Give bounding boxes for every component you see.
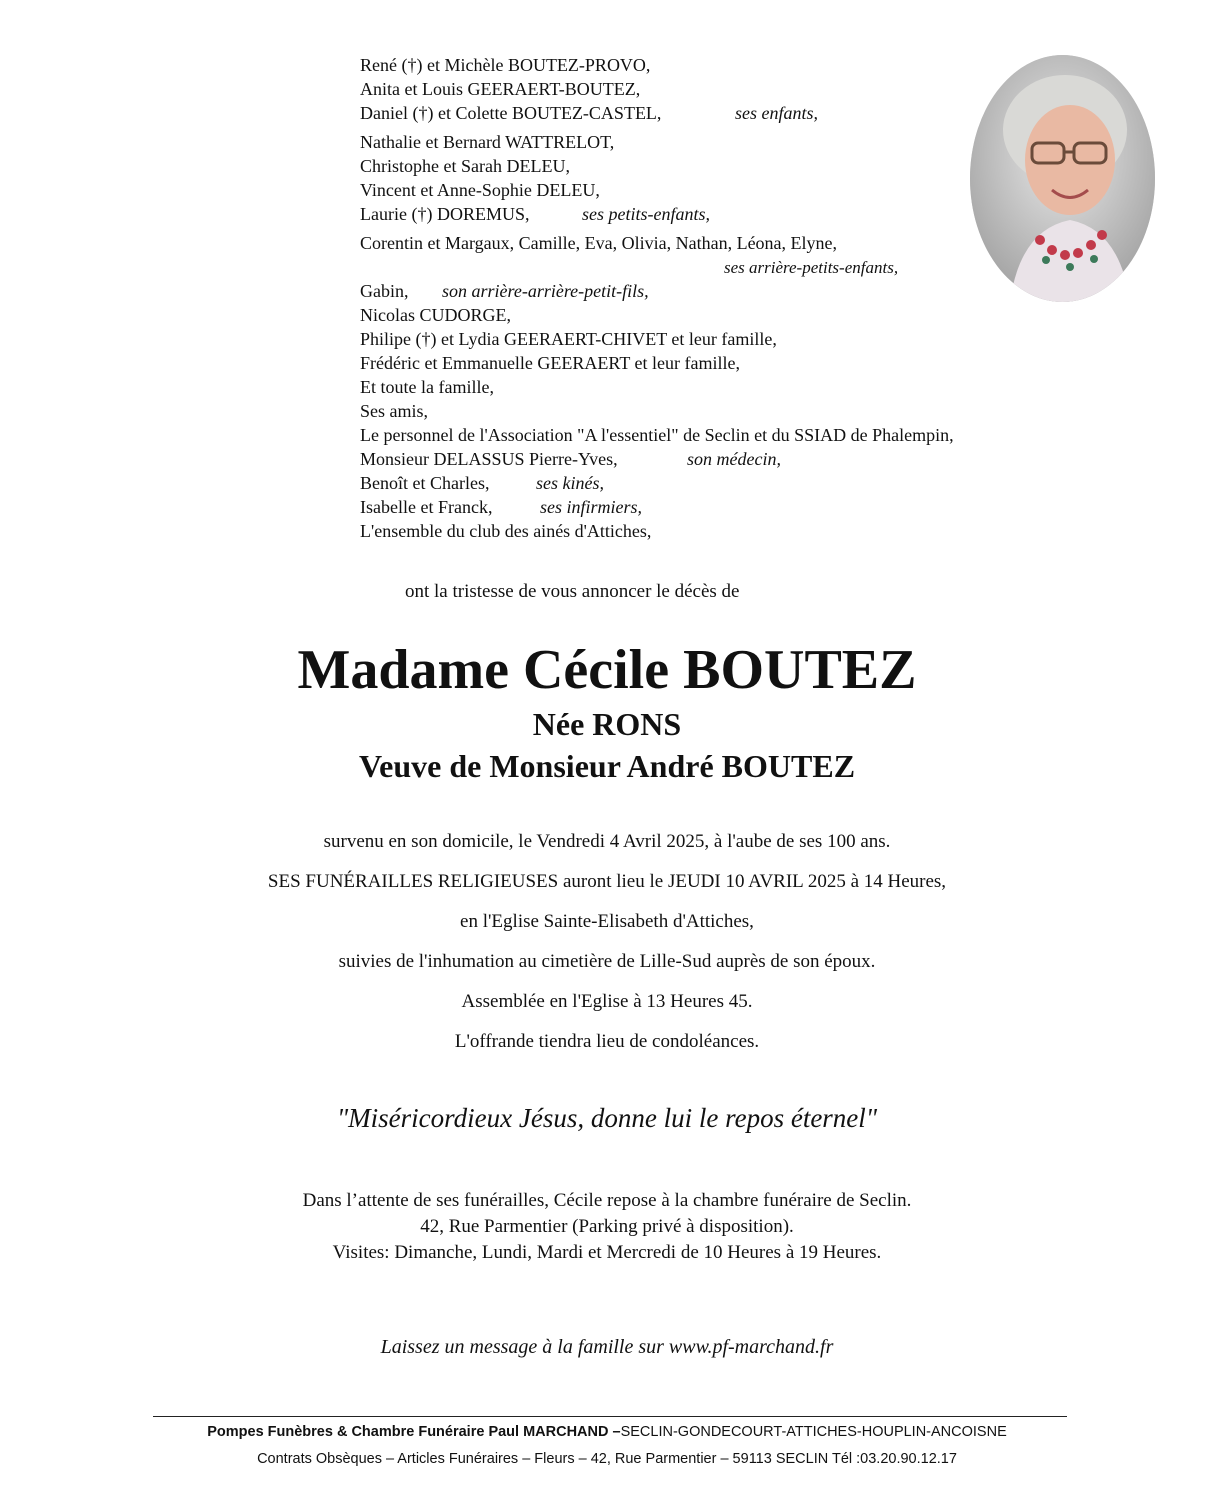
family-role: ses petits-enfants,	[582, 204, 710, 224]
detail-line: L'offrande tiendra lieu de condoléances.	[454, 1031, 760, 1052]
family-role: son médecin,	[687, 449, 781, 469]
family-line: Monsieur DELASSUS Pierre-Yves, son médecin,	[360, 449, 781, 469]
family-role: ses enfants,	[735, 103, 818, 123]
widow-of: Veuve de Monsieur André BOUTEZ	[358, 748, 856, 784]
family-line: Isabelle et Franck, ses infirmiers,	[360, 497, 643, 517]
deceased-name: Madame Cécile BOUTEZ	[297, 639, 917, 701]
family-role: ses infirmiers,	[540, 497, 643, 517]
footer-towns: SECLIN-GONDECOURT-ATTICHES-HOUPLIN-ANCOISNE	[620, 1424, 1007, 1440]
family-line: Philipe (†) et Lydia GEERAERT-CHIVET et leur famille,	[360, 329, 777, 349]
family-role: ses kinés,	[536, 473, 604, 493]
family-line: Gabin, son arrière-arrière-petit-fils,	[360, 281, 649, 301]
detail-line: SES FUNÉRAILLES RELIGIEUSES auront lieu le JEUDI 10 AVRIL 2025 à 14 Heures,	[267, 871, 947, 892]
maiden-name: Née RONS	[532, 706, 682, 742]
announcement-text: ont la tristesse de vous annoncer le décès de	[405, 581, 740, 602]
footer-company-line	[0, 1424, 1214, 1440]
detail-line: suivies de l'inhumation au cimetière de Lille-Sud auprès de son époux.	[338, 951, 876, 972]
footer-divider	[153, 1416, 1067, 1417]
family-line: René (†) et Michèle BOUTEZ-PROVO,	[360, 55, 651, 75]
portrait-illustration	[970, 55, 1155, 302]
detail-line: survenu en son domicile, le Vendredi 4 Avril 2025, à l'aube de ses 100 ans.	[323, 831, 891, 852]
visit-line: Dans l’attente de ses funérailles, Cécile repose à la chambre funéraire de Seclin.	[302, 1190, 912, 1211]
family-line: Laurie (†) DOREMUS, ses petits-enfants,	[360, 204, 710, 224]
family-line: Et toute la famille,	[360, 377, 494, 397]
family-role: son arrière-arrière-petit-fils,	[442, 281, 649, 301]
prayer-quote: "Miséricordieux Jésus, donne lui le repos éternel"	[336, 1103, 878, 1133]
family-role: ses arrière-petits-enfants,	[724, 258, 899, 277]
footer-company: Pompes Funèbres & Chambre Funéraire Paul MARCHAND –	[207, 1424, 621, 1440]
family-line: L'ensemble du club des ainés d'Attiches,	[360, 521, 652, 541]
family-line: Frédéric et Emmanuelle GEERAERT et leur famille,	[360, 353, 740, 373]
portrait-photo	[970, 55, 1155, 302]
website-message: Laissez un message à la famille sur www.pf-marchand.fr	[380, 1336, 834, 1358]
family-line: Le personnel de l'Association "A l'essentiel" de Seclin et du SSIAD de Phalempin,	[360, 425, 954, 445]
family-line: Corentin et Margaux, Camille, Eva, Olivia, Nathan, Léona, Elyne,	[360, 233, 838, 253]
family-line: Daniel (†) et Colette BOUTEZ-CASTEL, ses enfants,	[360, 103, 818, 123]
family-line: Christophe et Sarah DELEU,	[360, 156, 570, 176]
family-line: Anita et Louis GEERAERT-BOUTEZ,	[360, 79, 641, 99]
footer-services: Contrats Obsèques – Articles Funéraires – Fleurs – 42, Rue Parmentier – 59113 SECLIN Tél :03.20.90.12.17	[257, 1451, 957, 1467]
visit-line: Visites: Dimanche, Lundi, Mardi et Mercredi de 10 Heures à 19 Heures.	[332, 1242, 882, 1263]
family-line: Nathalie et Bernard WATTRELOT,	[360, 132, 615, 152]
visit-line: 42, Rue Parmentier (Parking privé à disposition).	[420, 1216, 794, 1237]
detail-line: en l'Eglise Sainte-Elisabeth d'Attiches,	[460, 911, 754, 932]
family-line: Vincent et Anne-Sophie DELEU,	[360, 180, 600, 200]
family-line: Nicolas CUDORGE,	[360, 305, 511, 325]
family-line: Ses amis,	[360, 401, 429, 421]
family-line: Benoît et Charles, ses kinés,	[360, 473, 604, 493]
detail-line: Assemblée en l'Eglise à 13 Heures 45.	[461, 991, 753, 1012]
